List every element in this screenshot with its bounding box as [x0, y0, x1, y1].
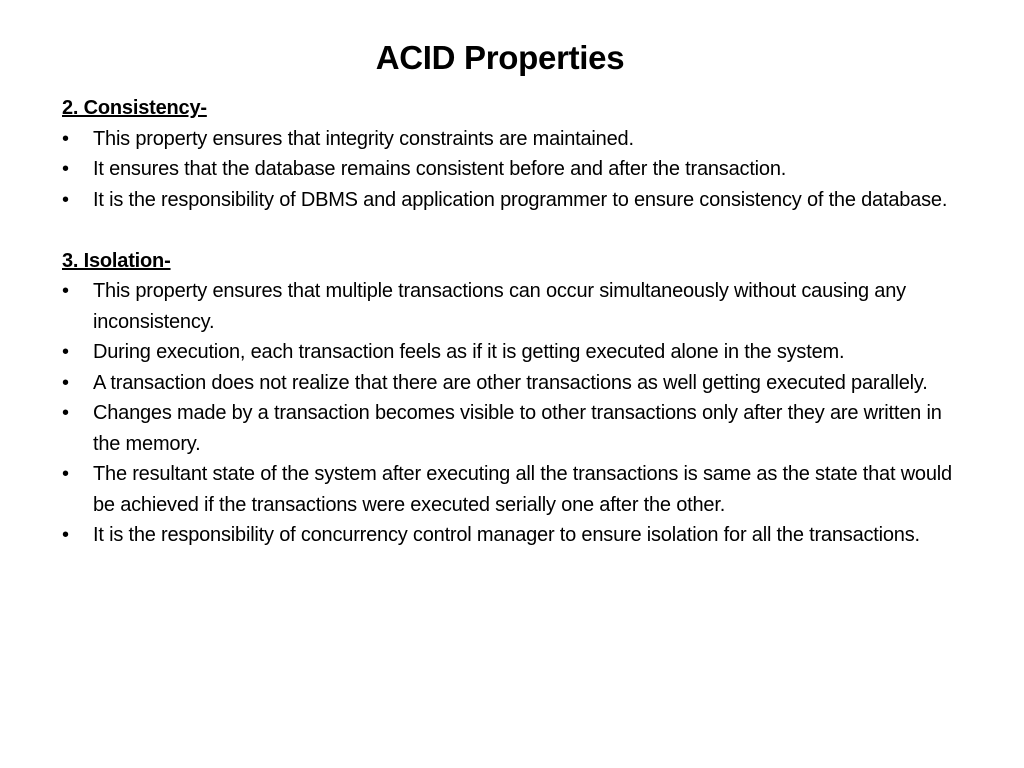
- slide-content: [62, 93, 962, 551]
- list-item: [62, 398, 962, 459]
- list-item-text: This property ensures that integrity constraints are maintained.: [93, 127, 634, 150]
- list-item-text: It is the responsibility of concurrency control manager to ensure isolation for all the transactions.: [93, 524, 920, 546]
- list-item: [62, 459, 962, 520]
- list-item: [62, 276, 962, 337]
- list-item-text: Changes made by a transaction becomes visible to other transactions only after they are written in the memory.: [93, 402, 942, 455]
- list-item-text: A transaction does not realize that there are other transactions as well getting executed parallely.: [93, 371, 928, 394]
- section-spacer: [62, 215, 962, 246]
- bullet-list: [62, 276, 962, 551]
- bullet-icon: •: [62, 463, 69, 485]
- bullet-icon: •: [62, 158, 69, 180]
- bullet-list: [62, 124, 962, 216]
- bullet-icon: •: [62, 371, 69, 394]
- list-item: [62, 337, 962, 368]
- bullet-icon: •: [62, 188, 69, 211]
- list-item: [62, 185, 962, 216]
- bullet-icon: •: [62, 280, 69, 302]
- bullet-icon: •: [62, 341, 69, 363]
- bullet-icon: •: [62, 524, 69, 546]
- list-item: [62, 520, 962, 551]
- list-item-text: This property ensures that multiple transactions can occur simultaneously without causing any inconsistency.: [93, 280, 906, 333]
- list-item: [62, 124, 962, 155]
- slide-title: ACID Properties: [375, 39, 625, 76]
- section-isolation: [62, 246, 962, 551]
- list-item-text: During execution, each transaction feels as if it is getting executed alone in the system.: [93, 341, 845, 363]
- bullet-icon: •: [62, 402, 69, 424]
- section-heading: 3. Isolation-: [62, 249, 171, 272]
- section-consistency: [62, 93, 962, 215]
- list-item-text: It ensures that the database remains consistent before and after the transaction.: [93, 158, 787, 180]
- bullet-icon: •: [62, 127, 69, 150]
- list-item: [62, 154, 962, 185]
- section-heading: 2. Consistency-: [62, 97, 207, 119]
- list-item-text: It is the responsibility of DBMS and application programmer to ensure consistency of the database.: [93, 188, 948, 211]
- list-item-text: The resultant state of the system after executing all the transactions is same as the state that would be achieved if the transactions were executed serially one after the other.: [93, 463, 952, 516]
- list-item: [62, 368, 962, 399]
